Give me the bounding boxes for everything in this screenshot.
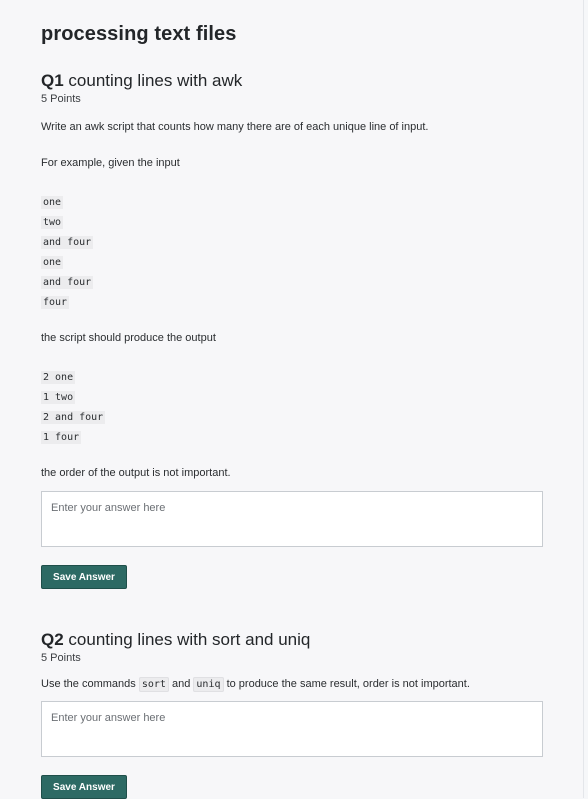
question-1-number: Q1 xyxy=(41,71,64,90)
question-1-output-intro: the script should produce the output xyxy=(41,332,216,344)
code-line: and four xyxy=(43,277,92,288)
question-1-prompt: Write an awk script that counts how many there are of each unique line of input. xyxy=(41,121,429,133)
code-line: two xyxy=(43,217,62,228)
question-2-answer-input[interactable] xyxy=(41,701,543,757)
question-2-title xyxy=(41,630,542,650)
question-2-prompt: Use the commands sort and uniq to produce the same result, order is not important. xyxy=(41,678,470,690)
question-1-points: 5 Points xyxy=(41,93,81,105)
sort-command: sort xyxy=(139,677,169,692)
code-line: 2 one xyxy=(43,372,74,383)
code-line: 1 four xyxy=(43,432,80,443)
example-input-block xyxy=(41,192,542,312)
question-2-number: Q2 xyxy=(41,630,64,649)
question-1-save-button[interactable]: Save Answer xyxy=(41,565,127,589)
question-2-title-text: counting lines with sort and uniq xyxy=(68,630,311,649)
code-line: and four xyxy=(43,237,92,248)
question-2-save-button[interactable]: Save Answer xyxy=(41,775,127,799)
code-line: one xyxy=(43,257,62,268)
question-1-example-intro: For example, given the input xyxy=(41,157,180,169)
question-1-answer-input[interactable] xyxy=(41,491,543,547)
question-1 xyxy=(41,71,542,589)
uniq-command: uniq xyxy=(193,677,223,692)
question-1-title xyxy=(41,71,542,91)
question-1-title-text: counting lines with awk xyxy=(68,71,243,90)
code-line: one xyxy=(43,197,62,208)
code-line: 2 and four xyxy=(43,412,104,423)
example-output-block xyxy=(41,367,542,447)
page-title: processing text files xyxy=(41,23,237,45)
code-line: four xyxy=(43,297,68,308)
code-line: 1 two xyxy=(43,392,74,403)
question-2-points: 5 Points xyxy=(41,652,81,664)
question-1-note: the order of the output is not important. xyxy=(41,467,231,479)
question-2 xyxy=(41,630,542,799)
